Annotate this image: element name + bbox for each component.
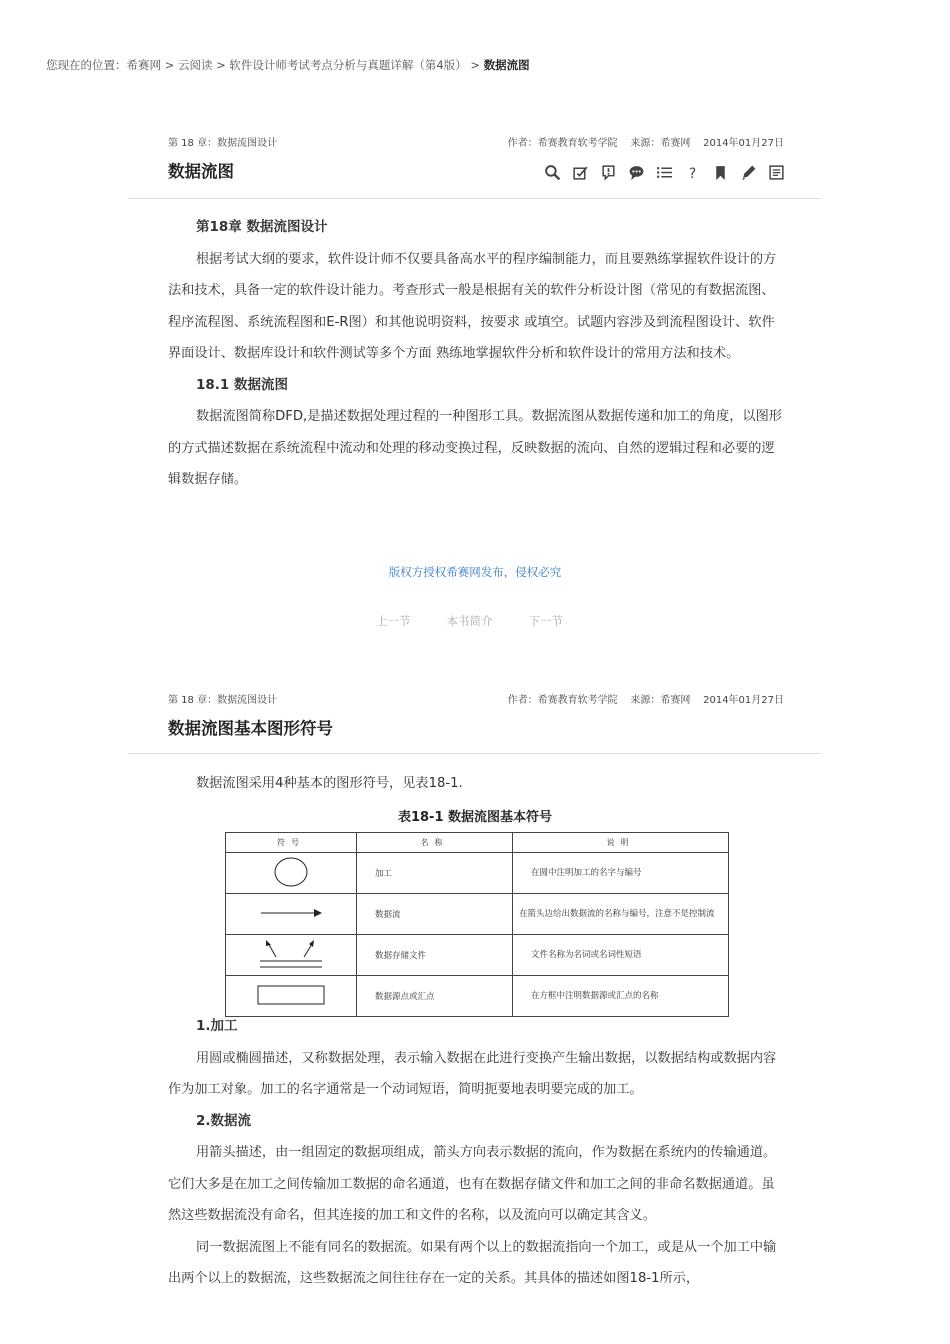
divider	[128, 753, 822, 754]
section-heading: 18.1 数据流图	[196, 376, 289, 393]
data-flow-symbol	[226, 894, 357, 935]
table-header: 说明	[513, 833, 729, 853]
article-meta: 作者：希赛教育软考学院 来源：希赛网 2014年01月27日	[507, 138, 784, 149]
table-row: 数据流 在箭头边给出数据流的名称与编号，注意不是控制流	[226, 894, 729, 935]
table-caption: 表18-1 数据流图基本符号	[397, 810, 553, 825]
report-icon[interactable]	[599, 163, 618, 182]
subheading-process: 1.加工	[196, 1018, 238, 1034]
search-icon[interactable]	[543, 163, 562, 182]
chapter-label: 第 18 章：数据流图设计	[168, 138, 278, 149]
section1-content	[168, 212, 784, 496]
breadcrumb-category-link[interactable]: 云阅读	[177, 58, 213, 72]
breadcrumb-site-link[interactable]: 希赛网	[126, 58, 161, 72]
paragraph: 根据考试大纲的要求，软件设计师不仅要具备高水平的程序编制能力，而且要熟练掌握软件设计的方法和技术，具备一定的软件设计能力。考查形式一般是根据有关的软件分析设计图（常见的有数据流图、程序流程图、系统流程图和E-R图）和其他说明资料，按要求 或填空。试题内容涉及到流程图设计、软件界面设计、数据库设计和软件测试等多个方面 熟练地掌握软件分析和软件设计的常用方法和技术。	[168, 251, 777, 361]
paragraph: 用箭头描述，由一组固定的数据项组成，箭头方向表示数据的流向，作为数据在系统内的传输通道。它们大多是在加工之间传输加工数据的命名通道，也有在数据存储文件和加工之间的非命名数据通道。虽然这些数据流没有命名，但其连接的加工和文件的名称，以及流向可以确定其含义。	[168, 1145, 777, 1223]
bookmark-icon[interactable]	[711, 163, 730, 182]
paragraph: 用圆或椭圆描述，又称数据处理，表示输入数据在此进行变换产生输出数据，以数据结构或数据内容作为加工对象。加工的名字通常是一个动词短语，简明扼要地表明要完成的加工。	[168, 1050, 777, 1097]
help-icon[interactable]	[683, 163, 702, 182]
breadcrumb-current: 数据流图	[483, 58, 530, 72]
data-store-symbol	[226, 935, 357, 976]
table-row: 加工 在圆中注明加工的名字与编号	[226, 853, 729, 894]
paragraph: 数据流图简称DFD,是描述数据处理过程的一种图形工具。数据流图从数据传递和加工的角度，以图形的方式描述数据在系统流程中流动和处理的移动变换过程，反映数据的流向、自然的逻辑过程和必要的逻辑数据存储。	[168, 409, 782, 487]
paragraph: 同一数据流图上不能有同名的数据流。如果有两个以上的数据流指向一个加工，或是从一个加工中输出两个以上的数据流，这些数据流之间往往存在一定的关系。其具体的描述如图18-1所示，	[168, 1239, 777, 1286]
section2-content	[168, 1011, 784, 1295]
chapter-nav	[376, 613, 563, 629]
book-intro-link[interactable]: 本书简介	[446, 614, 493, 628]
note-icon[interactable]	[571, 163, 590, 182]
svg-text:?: ?	[688, 165, 697, 181]
section2-intro	[168, 768, 784, 800]
reader-toolbar	[543, 163, 786, 182]
process-symbol	[226, 853, 357, 894]
next-section-link[interactable]: 下一节	[528, 614, 563, 628]
table-header: 名称	[357, 833, 513, 853]
page-title: 数据流图	[168, 162, 234, 181]
symbol-table	[225, 832, 729, 1017]
article-meta: 作者：希赛教育软考学院 来源：希赛网 2014年01月27日	[507, 695, 784, 706]
edit-icon[interactable]	[739, 163, 758, 182]
comment-icon[interactable]	[627, 163, 646, 182]
subheading-flow: 2.数据流	[196, 1112, 252, 1129]
chapter-heading: 第18章 数据流图设计	[196, 219, 328, 235]
breadcrumb: 您现在的位置：希赛网 > 云阅读 > 软件设计师考试考点分析与真题详解（第4版） > 数据流图	[46, 58, 530, 72]
document-icon[interactable]	[767, 163, 786, 182]
breadcrumb-prefix: 您现在的位置：	[46, 58, 127, 72]
paragraph: 数据流图采用4种基本的图形符号，见表18-1.	[196, 776, 463, 791]
table-row: 数据存储文件 文件名称为名词或名词性短语	[226, 935, 729, 976]
chapter-label: 第 18 章：数据流图设计	[168, 695, 278, 706]
table-row: 数据源点或汇点 在方框中注明数据源或汇点的名称	[226, 976, 729, 1017]
divider	[128, 198, 822, 199]
copyright-notice: 版权方授权希赛网发布，侵权必究	[388, 565, 562, 579]
prev-section-link[interactable]: 上一节	[376, 614, 411, 628]
section2-title: 数据流图基本图形符号	[168, 719, 333, 738]
breadcrumb-book-link[interactable]: 软件设计师考试考点分析与真题详解（第4版）	[229, 58, 467, 72]
table-header: 符号	[226, 833, 357, 853]
list-icon[interactable]	[655, 163, 674, 182]
